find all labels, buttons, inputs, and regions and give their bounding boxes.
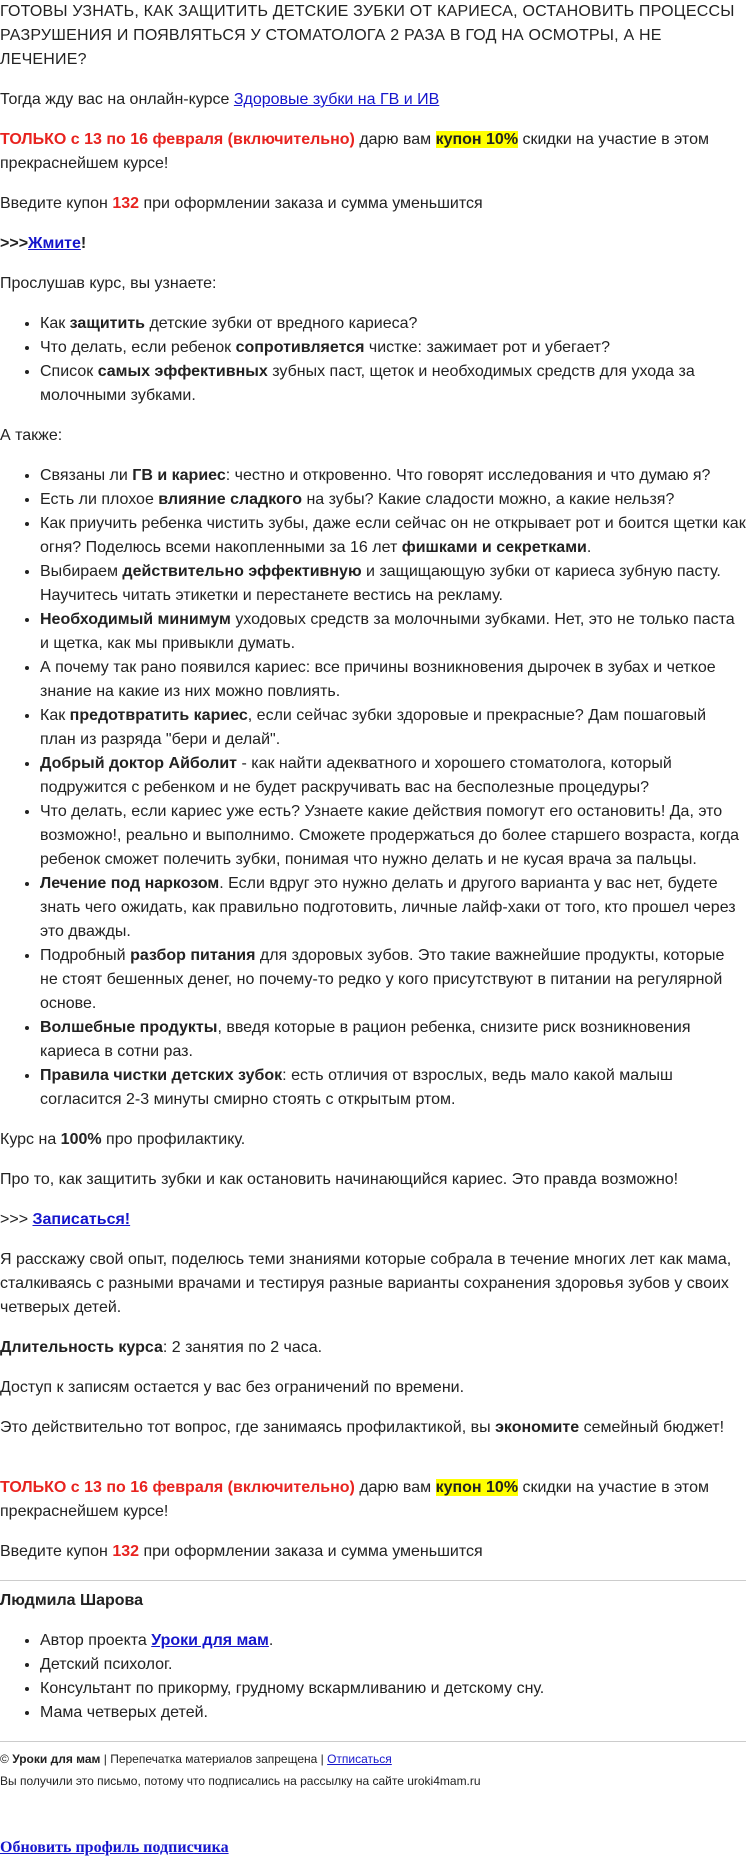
list-item: • Как защитить детские зубки от вредного кариеса?: [40, 312, 746, 336]
footer-divider: [0, 1741, 746, 1742]
coupon-paragraph-repeat: Введите купон 132 при оформлении заказа и сумма уменьшится: [0, 1543, 483, 1560]
promo-text-end: скидки на участие в этом прекраснейшем курсе!: [0, 131, 709, 172]
access-line: Доступ к записям остается у вас без ограничений по времени.: [0, 1379, 465, 1396]
footer-copyright: © Уроки для мам | Перепечатка материалов запрещена | Отписаться: [0, 1752, 392, 1766]
coupon-badge: купон 10%: [435, 131, 519, 148]
cta-press: [0, 232, 746, 256]
coupon-code: 132: [112, 195, 140, 212]
signup-link[interactable]: Записаться!: [32, 1211, 131, 1228]
list-item: • Что делать, если ребенок сопротивляется чистке: зажимает рот и убегает?: [40, 336, 746, 360]
promo-dates: ТОЛЬКО с 13 по 16 февраля (включительно): [0, 1479, 355, 1496]
cta-prefix: >>>: [0, 235, 29, 252]
course-link[interactable]: Здоровые зубки на ГВ и ИВ: [233, 91, 440, 108]
divider: [0, 1580, 746, 1581]
list-item: • Связаны ли ГВ и кариес: честно и откровенно. Что говорят исследования и что думаю я?: [40, 464, 746, 488]
list-item: • Что делать, если кариес уже есть? Узнаете какие действия помогут его остановить! Да, это возможно!, реально и выполнимо. Сможете продержаться до более старшего возраста, когда ребенок сможет полечить зубки, понимая что нужно делать и не кусая врача за пальцы.: [40, 800, 746, 872]
duration-line: Длительность курса: 2 занятия по 2 часа.: [0, 1339, 323, 1356]
percent-line: Курс на 100% про профилактику.: [0, 1131, 246, 1148]
brand-name: Уроки для мам: [12, 1752, 101, 1766]
list-item: • Список самых эффективных зубных паст, щеток и необходимых средств для ухода за молочными зубками.: [40, 360, 746, 408]
coupon-text: Введите купон: [0, 195, 113, 212]
list-item: • Выбираем действительно эффективную и защищающую зубки от кариеса зубную пасту. Научитесь читать этикетки и перестанете вестись на рекламу.: [40, 560, 746, 608]
experience-paragraph: Я расскажу свой опыт, поделюсь теми знаниями которые собрала в течение многих лет как мама, сталкиваясь с разными врачами и тестируя разные варианты сохранения здоровья зубов у своих четверых детей.: [0, 1251, 732, 1316]
learn-list: [0, 312, 746, 408]
cta-prefix: >>>: [0, 1211, 33, 1228]
promo-dates: ТОЛЬКО с 13 по 16 февраля (включительно): [0, 131, 355, 148]
learn-intro: Прослушав курс, вы узнаете:: [0, 275, 217, 292]
also-list: [0, 464, 746, 1112]
footer: [0, 1750, 746, 1790]
list-item: • Правила чистки детских зубок: есть отличия от взрослых, ведь мало какой малыш согласится 2-3 минуты смирно стоять с открытым ртом.: [40, 1064, 746, 1112]
headline: ГОТОВЫ УЗНАТЬ, КАК ЗАЩИТИТЬ ДЕТСКИЕ ЗУБКИ ОТ КАРИЕСА, ОСТАНОВИТЬ ПРОЦЕССЫ РАЗРУШЕНИЯ И ПОЯВЛЯТЬСЯ У СТОМАТОЛОГА 2 РАЗА В ГОД НА ОСМОТРЫ, А НЕ ЛЕЧЕНИЕ?: [0, 3, 735, 68]
press-link[interactable]: Жмите: [28, 235, 81, 252]
unsubscribe-link[interactable]: Отписаться: [327, 1752, 392, 1766]
footer-note: Вы получили это письмо, потому что подписались на рассылку на сайте uroki4mam.ru: [0, 1774, 481, 1788]
author-roles: [0, 1629, 746, 1725]
list-item: • Необходимый минимум уходовых средств за молочными зубками. Нет, это не только паста и щетка, как мы привыкли думать.: [40, 608, 746, 656]
spacer: [0, 1456, 746, 1460]
coupon-badge: купон 10%: [435, 1479, 519, 1496]
list-item: • Волшебные продукты, введя которые в рацион ребенка, снизите риск возникновения кариеса в сотни раз.: [40, 1016, 746, 1064]
protect-line: Про то, как защитить зубки и как остановить начинающийся кариес. Это правда возможно!: [0, 1171, 679, 1188]
list-item: • Как приучить ребенка чистить зубы, даже если сейчас он не открывает рот и боится щетки как огня? Поделюсь всеми накопленными за 16 лет фишками и секретками.: [40, 512, 746, 560]
list-item: • Мама четверых детей.: [40, 1701, 746, 1725]
promo-paragraph-repeat: ТОЛЬКО с 13 по 16 февраля (включительно) дарю вам купон 10% скидки на участие в этом прекраснейшем курсе!: [0, 1479, 709, 1520]
list-item: • Как предотвратить кариес, если сейчас зубки здоровые и прекрасные? Дам пошаговый план из разряда "бери и делай".: [40, 704, 746, 752]
list-item: • Консультант по прикорму, грудному вскармливанию и детскому сну.: [40, 1677, 746, 1701]
list-item: • Автор проекта Уроки для мам.: [40, 1629, 746, 1653]
intro-paragraph: [0, 88, 746, 112]
coupon-code: 132: [112, 1543, 140, 1560]
promo-text: дарю вам: [354, 131, 436, 148]
list-item: • Детский психолог.: [40, 1653, 746, 1677]
intro-text: Тогда жду вас на онлайн-курсе: [0, 91, 234, 108]
coupon-paragraph: [0, 192, 746, 216]
project-link[interactable]: Уроки для мам: [151, 1632, 269, 1649]
update-profile: [0, 1836, 746, 1860]
list-item: • Лечение под наркозом. Если вдруг это нужно делать и другого варианта у вас нет, будете знать чего ожидать, как правильно подготовить, личные лайф-хаки от того, кто прошел через это дважды.: [40, 872, 746, 944]
coupon-text-end: при оформлении заказа и сумма уменьшится: [139, 195, 483, 212]
list-item: • А почему так рано появился кариес: все причины возникновения дырочек в зубах и четкое знание на какие из них можно повлиять.: [40, 656, 746, 704]
list-item: • Подробный разбор питания для здоровых зубов. Это такие важнейшие продукты, которые не стоят бешенных денег, но почему-то редко у кого присутствуют в питании на регулярной основе.: [40, 944, 746, 1016]
update-profile-link[interactable]: Обновить профиль подписчика: [0, 1839, 229, 1856]
economy-line: Это действительно тот вопрос, где занимаясь профилактикой, вы экономите семейный бюджет!: [0, 1419, 725, 1436]
author-name: Людмила Шарова: [0, 1592, 144, 1609]
cta-signup: [0, 1208, 746, 1232]
also-intro: А также:: [0, 427, 63, 444]
promo-paragraph: [0, 128, 746, 176]
cta-suffix: !: [80, 235, 87, 252]
list-item: • Добрый доктор Айболит - как найти адекватного и хорошего стоматолога, который подружится с ребенком и не будет раскручивать вас на бесполезные процедуры?: [40, 752, 746, 800]
list-item: • Есть ли плохое влияние сладкого на зубы? Какие сладости можно, а какие нельзя?: [40, 488, 746, 512]
